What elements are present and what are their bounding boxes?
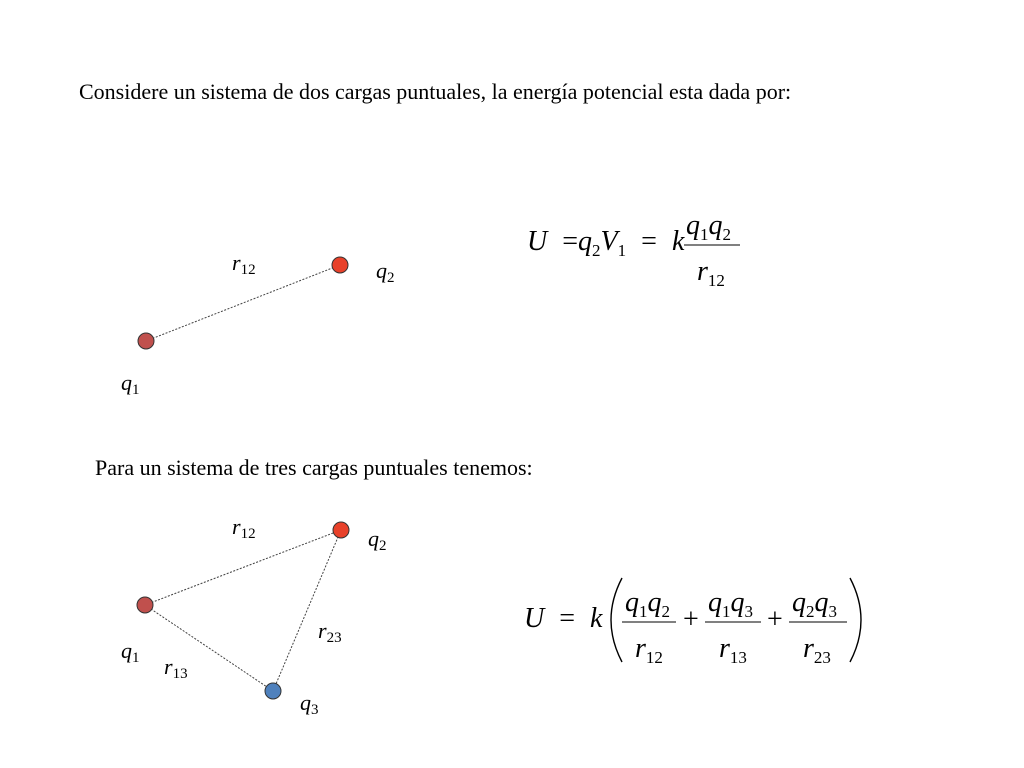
plus-2: +: [767, 604, 783, 635]
equation-two-charge-denominator: $r_{12}$: [697, 256, 725, 290]
charge-q3: [265, 683, 281, 699]
label-q2-bottom: $q_2$: [368, 526, 387, 554]
label-r23: $r_{23}$: [318, 618, 342, 646]
paren-left: [611, 578, 622, 662]
charge-q2-top: [332, 257, 348, 273]
charge-q2-bottom: [333, 522, 349, 538]
term1-denominator: $r_{12}$: [635, 633, 663, 667]
label-r13: $r_{13}$: [164, 654, 188, 682]
charge-q1-bottom: [137, 597, 153, 613]
label-q1-top: $q_1$: [121, 370, 140, 398]
label-q3: $q_3$: [300, 690, 319, 718]
line-r23: [273, 530, 341, 691]
charge-q1-top: [138, 333, 154, 349]
label-r12-bottom: $r_{12}$: [232, 514, 256, 542]
term2-denominator: $r_{13}$: [719, 633, 747, 667]
label-q1-bottom: $q_1$: [121, 638, 140, 666]
label-q2-top: $q_2$: [376, 258, 395, 286]
equation-two-charge-lhs: $U =q_2V_1 = k$: [527, 226, 685, 260]
term1-numerator: $q_1q_2$: [625, 587, 670, 621]
heading-two-charges: Considere un sistema de dos cargas puntuales, la energía potencial esta dada por:: [79, 79, 792, 104]
term3-denominator: $r_{23}$: [803, 633, 831, 667]
equation-two-charge-numerator: $q_1q_2$: [686, 210, 731, 244]
term2-numerator: $q_1q_3$: [708, 587, 753, 621]
equation-three-charge-lhs: U = k: [524, 603, 603, 634]
term3-numerator: $q_2q_3$: [792, 587, 837, 621]
paren-right: [850, 578, 861, 662]
plus-1: +: [683, 604, 699, 635]
heading-three-charges: Para un sistema de tres cargas puntuales tenemos:: [95, 455, 533, 480]
label-r12-top: $r_{12}$: [232, 250, 256, 278]
